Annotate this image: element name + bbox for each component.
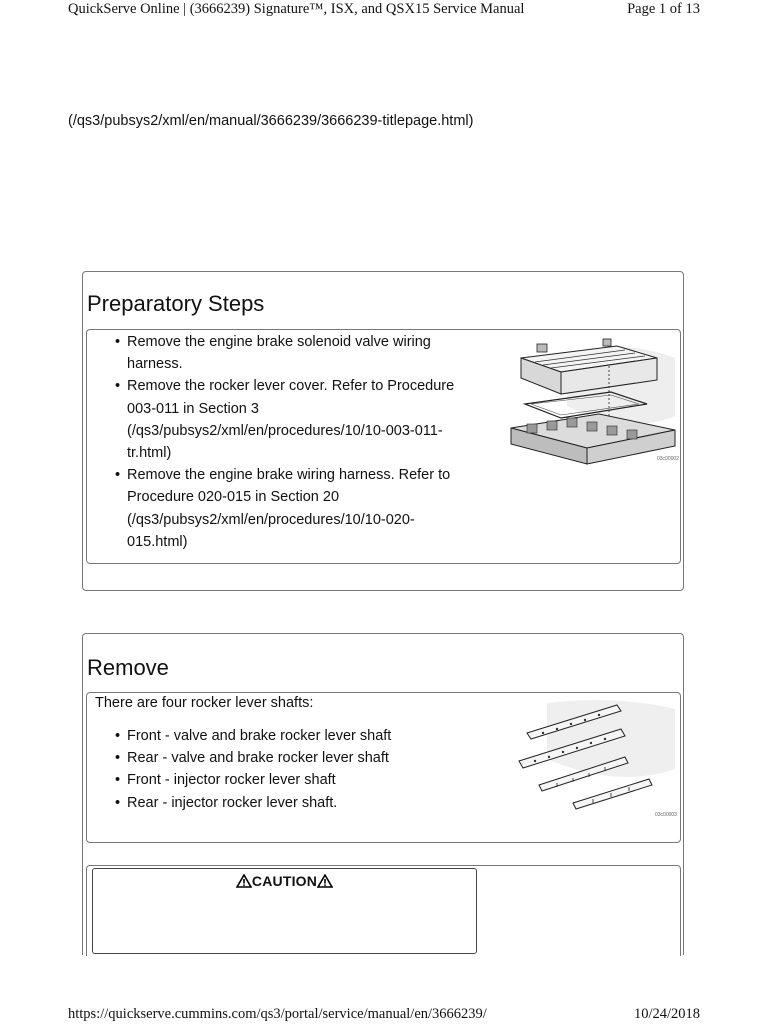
remove-intro: There are four rocker lever shafts: [95,695,314,711]
preparatory-steps-panel [82,271,684,591]
preparatory-steps-content [86,329,681,564]
warning-triangle-icon [236,874,252,888]
remove-panel [82,633,684,955]
caution-label: CAUTION [251,873,318,889]
list-item: • Front - injector rocker lever shaft [115,769,485,791]
preparatory-steps-list [115,331,485,553]
footer-date: 10/24/2018 [633,1006,700,1022]
caution-section [86,865,681,956]
list-item: • Remove the engine brake wiring harness. Refer to Procedure 020-015 in Section 20 (/qs3/pubsys2/xml/en/procedures/10/10-020- 015.html) [115,464,485,553]
list-item: • Front - valve and brake rocker lever shaft [115,725,485,747]
remove-heading: Remove [87,655,169,680]
rocker-shaft-list [115,725,485,814]
page-number: Page 1 of 13 [627,1,700,17]
warning-triangle-icon [317,874,333,888]
title-page-link[interactable]: (/qs3/pubsys2/xml/en/manual/3666239/3666239-titlepage.html) [68,113,474,129]
figure-code: 03c00003 [655,812,677,818]
header-title: QuickServe Online | (3666239) Signature™, ISX, and QSX15 Service Manual [68,1,525,17]
list-item: • Rear - valve and brake rocker lever shaft [115,747,485,769]
procedure-link[interactable]: (/qs3/pubsys2/xml/en/procedures/10/10-003-011- [127,422,443,439]
rocker-cover-illustration-icon [507,336,679,466]
list-item: • Rear - injector rocker lever shaft. [115,792,485,814]
caution-heading [93,873,476,889]
procedure-link[interactable]: tr.html) [127,445,172,462]
procedure-link[interactable]: (/qs3/pubsys2/xml/en/procedures/10/10-020- [127,511,415,528]
list-item: • Remove the rocker lever cover. Refer to Procedure 003-011 in Section 3 (/qs3/pubsys2/xml/en/procedures/10/10-003-011- tr.html) [115,375,485,464]
list-item: • Remove the engine brake solenoid valve wiring harness. [115,331,485,375]
caution-box [92,868,477,954]
preparatory-steps-heading: Preparatory Steps [87,291,265,316]
figure-code: 03c00002 [657,456,679,462]
footer-url[interactable]: https://quickserve.cummins.com/qs3/portal/service/manual/en/3666239/ [68,1006,487,1022]
procedure-link[interactable]: 015.html) [127,533,188,550]
remove-content [86,692,681,843]
rocker-shafts-illustration-icon [507,699,679,819]
